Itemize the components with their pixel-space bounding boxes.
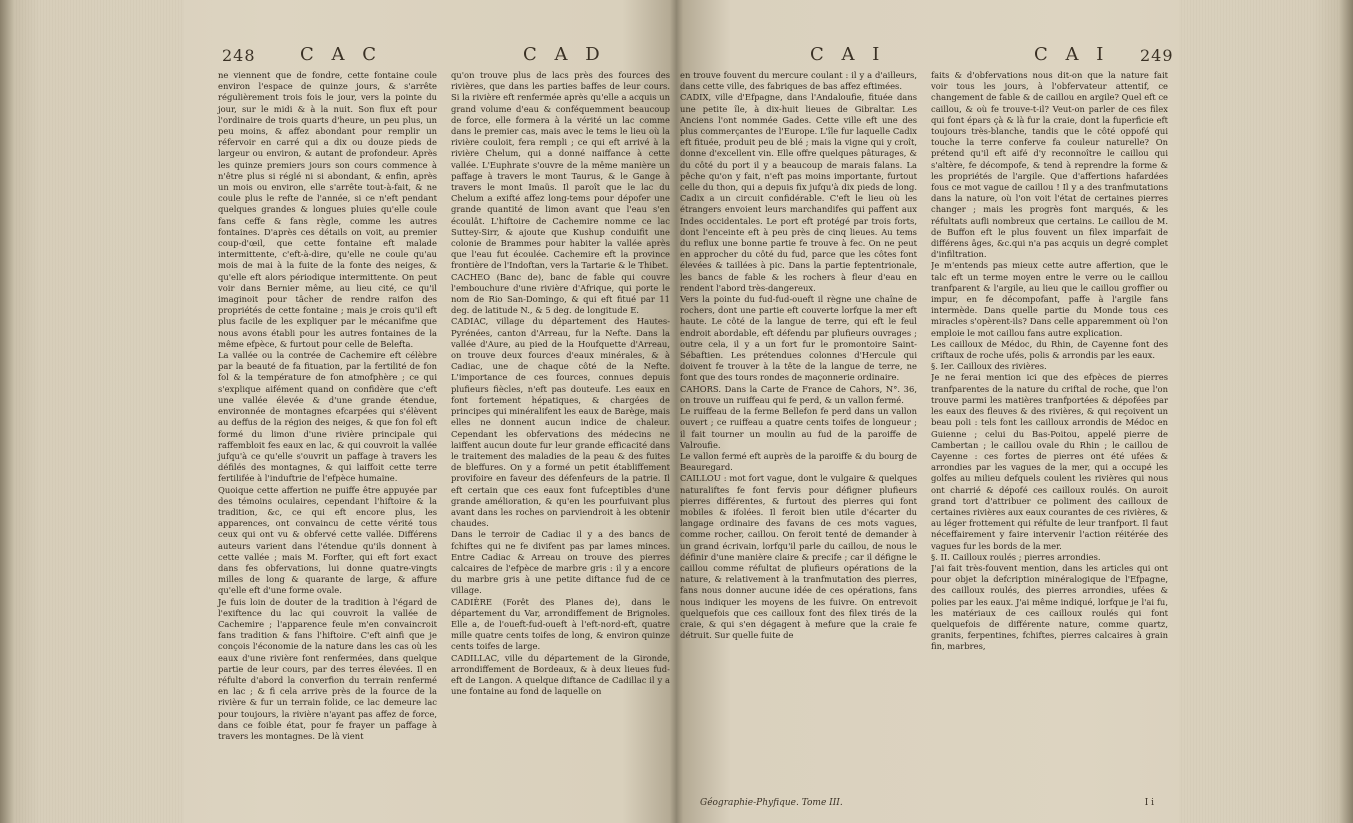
- left-page-column-1: ne viennent que de fondre, cette fontaine coule environ l'espace de quinze jours, & s'arrête régulièrement trois fois le jour, vers la pointe du jour, sur le midi & à la nuit. Son flux eft pour l'ordinaire de trois quarts d'heure, un peu plus, un peu moins, & affez abondant pour remplir un réfervoir en carré qui a dix ou douze pieds de largeur ou environ, & autant de profondeur. Après les quinze premiers jours son cours commence à n'être plus si réglé ni si abondant, & enfin, après un mois ou environ, elle s'arrête tout-à-fait, & ne coule plus le refte de l'année, si ce n'eft pendant quelques grandes & longues pluies qu'elle coule fans ceffe & fans règle, comme les autres fontaines. D'après ces détails on voit, au premier coup-d'œil, que cette fontaine eft malade intermittente, c'eft-à-dire, qu'elle ne coule qu'au mois de mai à la fuite de la fonte des neiges, & qu'elle eft alors périodique intermittente. On peut voir dans Bernier même, au lieu cité, ce qu'il imaginoit pour tâcher de rendre raifon des propriétés de cette fontaine ; mais je crois qu'il eft plus facile de les expliquer par le mécanifme que nous avons établi pour les autres fontaines de la même efpèce, & furtout pour celle de Belefta. La vallée ou la contrée de Cachemire eft célèbre par la beauté de fa fituation, par la fertilité de fon fol & la température de fon atmofphère ; ce qui s'explique aifément quand on confidère que c'eft une vallée élevée & d'une grande étendue, environnée de montagnes efcarpées qui s'élèvent au deffus de la région des neiges, & que fon fol eft formé du limon d'une rivière principale qui raffembloit fes eaux en lac, & qui couvroit la vallée jufqu'à ce qu'elle s'ouvrit un paffage à travers les défilés des montagnes, & qui laiffoit cette terre fertilifée à l'induftrie de l'efpèce humaine. Quoique cette affertion ne puiffe être appuyée par des témoins oculaires, cependant l'hiftoire & la tradition, &c, ce qui eft encore plus, les apparences, ont convaincu de cette vérité tous ceux qui ont vu & obfervé cette vallée. Différens auteurs varient dans l'étendue qu'ils donnent à cette vallée ; mais M. Forfter, qui eft fort exact dans fes obfervations, lui donne quatre-vingts milles de long & quarante de large, & affure qu'elle eft d'une forme ovale. Je fuis loin de douter de la tradition à l'égard de l'exiftence du lac qui couvroit la vallée de Cachemire ; l'apparence feule m'en convaincroit fans tradition & fans l'hiftoire. C'eft ainfi que je conçois l'économie de la nature dans les cas où les eaux d'une rivière font renfermées, dans quelque partie de leur cours, par des terres élevées. Il en réfulte d'abord la converfion du terrain renfermé en lac ; & fi cela arrive près de la fource de la rivière & fur un terrain folide, ce lac demeure lac pour toujours, la rivière n'ayant pas affez de force, dans ce foible état, pour fe frayer un paffage à travers les montagnes. De là vient: [218, 70, 437, 741]
- left-running-head-2: C A D: [523, 44, 606, 65]
- right-page-column-1: en trouve fouvent du mercure coulant : il y a d'ailleurs, dans cette ville, des fabriques de bas affez eftimées. CADIX, ville d'Efpagne, dans l'Andaloufie, fituée dans une petite île, à dix-huit lieues de Gibraltar. Les Anciens l'ont nommée Gades. Cette ville eft une des plus commerçantes de l'Europe. L'île fur laquelle Cadix eft fituée, produit peu de blé ; mais la vigne qui y croît, donne d'excellent vin. Elle offre quelques pâturages, & du côté du port il y a beaucoup de marais falans. La pêche qu'on y fait, n'eft pas moins importante, furtout celle du thon, qui a depuis fix jufqu'à dix pieds de long. Cadix a un circuit confidérable. C'eft le lieu où les étrangers envoient leurs marchandifes qui paffent aux Indes occidentales. Le port eft protégé par trois forts, dont l'enceinte eft à peu près de cinq lieues. Au tems du reflux une bonne partie fe trouve à fec. On ne peut en approcher du côté du fud, parce que les côtes font élevées & taillées à pic. Dans la partie feptentrionale, les bancs de fable & les rochers à fleur d'eau en rendent l'abord très-dangereux. Vers la pointe du fud-fud-oueft il règne une chaîne de rochers, dont une partie eft couverte lorfque la mer eft haute. Le côté de la langue de terre, qui eft le feul endroit abordable, eft défendu par plufieurs ouvrages ; outre cela, il y a un fort fur le promontoire Saint-Sébaftien. Les prétendues colonnes d'Hercule qui doivent fe trouver à la tête de la langue de terre, ne font que des tours rondes de maçonnerie ordinaire. CAHORS. Dans la Carte de France de Cahors, N°. 36, on trouve un ruiffeau qui fe perd, & un vallon fermé. Le ruiffeau de la ferme Bellefon fe perd dans un vallon ouvert ; ce ruiffeau a quatre cents toifes de longueur ; il fait tourner un moulin au fud de la paroiffe de Valroufie. Le vallon fermé eft auprès de la paroiffe & du bourg de Beauregard. CAILLOU : mot fort vague, dont le vulgaire & quelques naturaliftes fe font fervis pour défigner plufieurs pierres différentes, & furtout des pierres qui font mobiles & ifolées. Il feroit bien utile d'écarter du langage ordinaire des favans de ces mots vagues, comme rocher, caillou. On feroit tenté de demander à un grand écrivain, lorfqu'il parle du caillou, de nous le définir d'une manière claire & precife ; car il défigne le caillou comme réfultat de plufieurs opérations de la nature, & relativement à la tranfmutation des pierres, fans nous donner aucune idée de ces opérations, fans nous indiquer les moyens de les fuivre. On entrevoit quelquefois que ces cailloux font des filex tirés de la craie, & qui s'en dégagent à mefure que la craie fe détruit. Sur quelle fuite de: [680, 70, 917, 641]
- left-page-header: [188, 40, 670, 70]
- right-page-number: 249: [1140, 46, 1174, 65]
- left-running-head-1: C A C: [300, 44, 382, 65]
- signature-mark: I i: [1144, 798, 1154, 808]
- left-page-columns: [188, 70, 670, 810]
- right-running-head-1: C A I: [810, 44, 886, 65]
- right-page-column-2: faits & d'obfervations nous dit-on que la nature fait voir tous les jours, à l'obfervateur attentif, ce changement de fable & de caillou en argile? Quel eft ce caillou, & où fe trouve-t-il? Veut-on parler de ces filex qui font épars çà & là fur la craie, dont la fuperficie eft toujours très-blanche, tandis que le côté oppofé qui touche la terre conferve fa couleur naturelle? On prétend qu'il eft aifé d'y reconnoître le caillou qui s'altère, fe décompofe, & tend à reprendre la forme & les propriétés de l'argile. Que d'affertions hafardées fous ce mot vague de caillou ! Il y a des tranfmutations dans la nature, où l'on voit l'état de certaines pierres changer ; mais les progrès font marqués, & les réfultats aufli nombreux que certains. Le caillou de M. de Buffon eft le plus fouvent un filex imparfait de différens âges, &c.qui n'a pas acquis un degré complet d'infiltration. Je m'entends pas mieux cette autre affertion, que le talc eft un terme moyen entre le verre ou le caillou tranfparent & l'argile, au lieu que le caillou groffier ou impur, en fe décompofant, paffe à l'argile fans intermède. Dans quelle partie du Monde tous ces miracles s'opèrent-ils? Dans celle apparemment où l'on emploie le mot caillou fans autre explication. Les cailloux de Médoc, du Rhin, de Cayenne font des criftaux de roche ufés, polis & arrondis par les eaux. §. Ier. Cailloux des rivières. Je ne ferai mention ici que des efpèces de pierres tranfparentes de la nature du criftal de roche, que l'on trouve parmi les matières tranfportées & dépofées par les eaux des fleuves & des rivières, & qui reçoivent un beau poli : tels font les cailloux arrondis de Médoc en Guienne ; celui du Bas-Poitou, appelé pierre de Cambertan ; le caillou ovale du Rhin ; le caillou de Cayenne : ces fortes de pierres ont été ufées & arrondies par les vagues de la mer, qui a occupé les golfes au milieu defquels coulent les rivières qui nous ont charrié & dépofé ces cailloux roulés. On auroit grand tort d'attribuer ce poliment des cailloux de certaines rivières aux eaux courantes de ces rivières, & au léger frottement qui réfulte de leur tranfport. Il faut néceffairement y faire intervenir l'action réitérée des vagues fur les bords de la mer. §. II. Cailloux roulés ; pierres arrondies. J'ai fait très-fouvent mention, dans les articles qui ont pour objet la defcription minéralogique de l'Efpagne, des cailloux roulés, des pierres arrondies, ufées & polies par les eaux. J'ai même indiqué, lorfque je l'ai fu, les matériaux de ces cailloux roulés qui font quelquefois de différente nature, comme quartz, granits, ferpentines, fchiftes, pierres calcaires à grain fin, marbres,: [931, 70, 1168, 652]
- right-page-header: [680, 40, 1174, 70]
- page-stack-left: [14, 0, 184, 823]
- page-stack-right: [1179, 0, 1339, 823]
- left-page-column-2: qu'on trouve plus de lacs près des fources des rivières, que dans les parties baffes de leur cours. Si la rivière eft renfermée après qu'elle a acquis un grand volume d'eau & conféquemment beaucoup de force, elle formera à la vérité un lac comme dans le premier cas, mais avec le tems le lieu où la rivière couloit, fera rempli ; ce qui eft arrivé à la rivière Chelum, qui a donné naiffance à cette vallée. L'Euphrate s'ouvre de la même manière un paffage à travers le mont Taurus, & le Gange à travers le mont Imaüs. Il paroît que le lac du Chelum a exifté affez long-tems pour dépofer une grande quantité de limon avant que l'eau s'en écoulât. L'hiftoire de Cachemire nomme ce lac Suttey-Sirr, & ajoute que Kushup conduifit une colonie de Brammes pour habiter la vallée après que l'eau fut écoulée. Cachemire eft la province frontière de l'Indoftan, vers la Tartarie & le Thibet. CACHEO (Banc de), banc de fable qui couvre l'embouchure d'une rivière d'Afrique, qui porte le nom de Rio San-Domingo, & qui eft fitué par 11 deg. de latitude N., & 5 deg. de longitude E. CADIAC, village du département des Hautes-Pyrénées, canton d'Arreau, fur la Nefte. Dans la vallée d'Aure, au pied de la Houfquette d'Arreau, on trouve deux fources d'eaux minérales, & à Cadiac, une de chaque côté de la Nefte. L'importance de ces fources, connues depuis plufieurs fiècles, n'eft pas douteufe. Les eaux en font fortement hépatiques, & chargées de principes qui minéralifent les eaux de Barège, mais elles ne donnent aucun indice de chaleur. Cependant les obfervations des médecins ne laiffent aucun doute fur leur grande efficacité dans le traitement des maladies de la peau & des fuites de bleffures. On y a formé un petit établiffement provifoire en faveur des défenfeurs de la patrie. Il eft certain que ces eaux font fufceptibles d'une grande amélioration, & qu'en les pourfuivant plus avant dans les roches on parviendroit à les obtenir chaudes. Dans le terroir de Cadiac il y a des bancs de fchiftes qui ne fe divifent pas par lames minces. Entre Cadiac & Arreau on trouve des pierres calcaires de l'efpèce de marbre gris : il y a encore du marbre gris à une petite diftance fud de ce village. CADIÈRE (Forêt des Planes de), dans le département du Var, arrondiffement de Brignoles. Elle a, de l'oueft-fud-oueft à l'eft-nord-eft, quatre mille quatre cents toifes de long, & environ quinze cents toifes de large. CADILLAC, ville du département de la Gironde, arrondiffement de Bordeaux, & à deux lieues fud-eft de Langon. A quelque diftance de Cadillac il y a une fontaine au fond de laquelle on: [451, 70, 670, 697]
- right-page-columns: [680, 70, 1174, 810]
- left-page-number: 248: [222, 46, 256, 65]
- right-page-footer: [700, 798, 1154, 812]
- right-page: [680, 40, 1174, 810]
- book-edge-left: [0, 0, 14, 823]
- footer-title: Géographie-Phyfique. Tome III.: [700, 798, 843, 808]
- right-running-head-2: C A I: [1034, 44, 1110, 65]
- left-page: [188, 40, 670, 810]
- book-edge-right: [1339, 0, 1353, 823]
